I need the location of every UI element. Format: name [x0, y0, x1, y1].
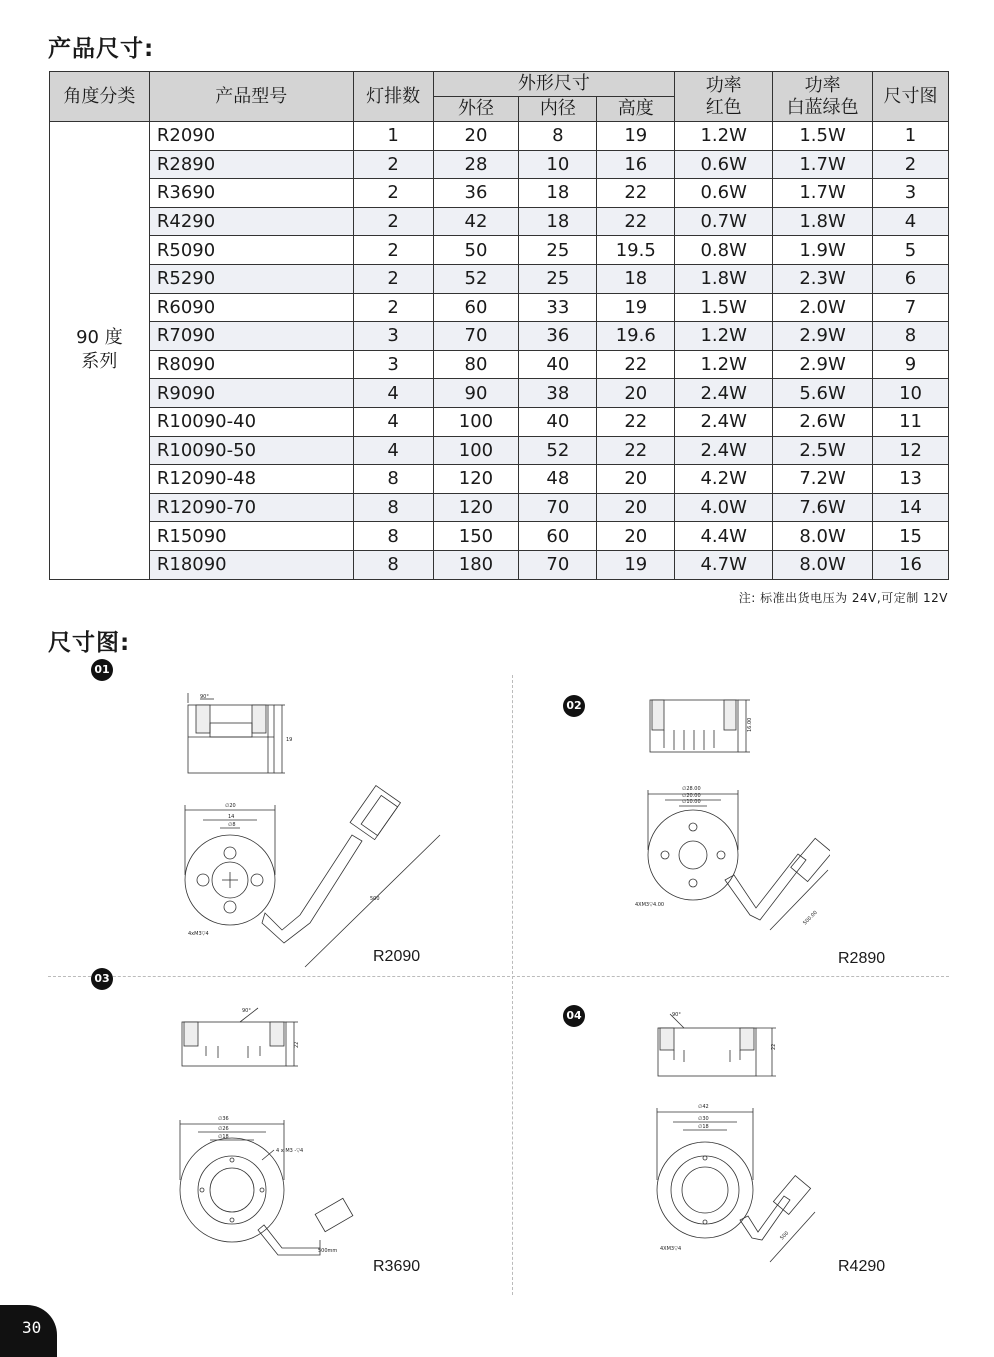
r4290-pcd-label: ∅30 [698, 1116, 709, 1122]
vertical-divider [512, 675, 513, 1295]
cell-od: 150 [433, 522, 519, 551]
r4290-cable-label: 500 [779, 1230, 791, 1242]
cell-model: R10090-50 [149, 436, 353, 465]
cell-power-wbg: 7.6W [773, 493, 873, 522]
cell-power-red: 1.2W [675, 322, 773, 351]
table-row [50, 407, 949, 436]
cell-od: 70 [433, 322, 519, 351]
cell-height: 19 [597, 550, 675, 579]
drawing-badge-01: 01 [91, 659, 113, 681]
cell-id: 38 [519, 379, 597, 408]
r3690-od-label: ∅36 [218, 1116, 229, 1122]
cell-model: R7090 [149, 322, 353, 351]
r2090-thread-label: 4xM3▽4 [188, 931, 209, 937]
r3690-cable-label: 500mm [318, 1248, 338, 1254]
cell-id: 8 [519, 122, 597, 151]
cell-rows: 3 [353, 322, 433, 351]
cell-id: 33 [519, 293, 597, 322]
cell-power-wbg: 5.6W [773, 379, 873, 408]
cell-rows: 2 [353, 150, 433, 179]
cell-power-red: 0.7W [675, 207, 773, 236]
cell-model: R2890 [149, 150, 353, 179]
cell-height: 19 [597, 122, 675, 151]
cell-od: 60 [433, 293, 519, 322]
header-power-red: 功率 红色 [675, 72, 773, 122]
cell-drawing: 7 [873, 293, 949, 322]
drawing-model-r4290: R4290 [838, 1258, 886, 1275]
drawing-r2090 [170, 685, 460, 970]
cell-id: 10 [519, 150, 597, 179]
cell-id: 40 [519, 350, 597, 379]
cell-power-wbg: 2.3W [773, 264, 873, 293]
table-row [50, 322, 949, 351]
cell-rows: 2 [353, 179, 433, 208]
drawing-model-r2890: R2890 [838, 950, 886, 967]
cell-rows: 4 [353, 407, 433, 436]
cell-power-red: 2.4W [675, 407, 773, 436]
cell-rows: 8 [353, 493, 433, 522]
r2090-angle-label: 90° [200, 694, 209, 700]
cell-power-red: 4.7W [675, 550, 773, 579]
cell-power-wbg: 8.0W [773, 550, 873, 579]
cell-od: 120 [433, 493, 519, 522]
r2890-thread-label: 4XM3▽4.00 [635, 902, 665, 908]
cell-height: 22 [597, 436, 675, 465]
dimension-drawings-title: 尺寸图: [48, 630, 131, 656]
spec-table [49, 71, 949, 580]
r3690-pcd-label: ∅26 [218, 1126, 229, 1132]
r2890-cable-label: 500.00 [802, 909, 819, 927]
r2090-height-label: 19 [286, 737, 293, 743]
table-row [50, 493, 949, 522]
cell-power-wbg: 8.0W [773, 522, 873, 551]
cell-rows: 2 [353, 264, 433, 293]
cell-drawing: 13 [873, 465, 949, 494]
r3690-id-label: ∅18 [218, 1134, 229, 1140]
cell-rows: 4 [353, 436, 433, 465]
table-row [50, 350, 949, 379]
cell-od: 90 [433, 379, 519, 408]
cell-height: 16 [597, 150, 675, 179]
cell-power-red: 0.6W [675, 150, 773, 179]
r3690-height-label: 22 [294, 1041, 300, 1048]
cell-power-wbg: 7.2W [773, 465, 873, 494]
cell-power-red: 2.4W [675, 436, 773, 465]
cell-od: 100 [433, 436, 519, 465]
cell-model: R12090-70 [149, 493, 353, 522]
cell-power-red: 4.0W [675, 493, 773, 522]
cell-power-red: 2.4W [675, 379, 773, 408]
cell-od: 180 [433, 550, 519, 579]
table-row [50, 550, 949, 579]
cell-drawing: 16 [873, 550, 949, 579]
cell-power-red: 0.6W [675, 179, 773, 208]
cell-power-red: 1.2W [675, 122, 773, 151]
drawing-badge-02: 02 [563, 695, 585, 717]
cell-model: R4290 [149, 207, 353, 236]
cell-power-wbg: 1.9W [773, 236, 873, 265]
cell-rows: 2 [353, 293, 433, 322]
table-row [50, 436, 949, 465]
drawing-r2890 [630, 690, 830, 940]
cell-id: 48 [519, 465, 597, 494]
header-rows: 灯排数 [353, 72, 433, 122]
cell-od: 80 [433, 350, 519, 379]
header-height: 高度 [597, 97, 675, 122]
product-dimensions-title: 产品尺寸: [48, 36, 155, 62]
cell-power-red: 4.4W [675, 522, 773, 551]
cell-power-red: 1.2W [675, 350, 773, 379]
r4290-angle-label: 90° [672, 1012, 681, 1018]
cell-od: 20 [433, 122, 519, 151]
cell-id: 70 [519, 550, 597, 579]
cell-rows: 1 [353, 122, 433, 151]
table-row [50, 122, 949, 151]
r2890-od-label: ∅28.00 [682, 786, 701, 792]
table-row [50, 465, 949, 494]
category-cell: 90 度 系列 [50, 122, 150, 580]
table-row [50, 522, 949, 551]
cell-model: R9090 [149, 379, 353, 408]
cell-height: 22 [597, 350, 675, 379]
header-id: 内径 [519, 97, 597, 122]
cell-height: 19.6 [597, 322, 675, 351]
r2890-id-label: ∅10.00 [682, 799, 701, 805]
cell-od: 42 [433, 207, 519, 236]
cell-model: R15090 [149, 522, 353, 551]
cell-power-red: 0.8W [675, 236, 773, 265]
header-model: 产品型号 [149, 72, 353, 122]
header-od: 外径 [433, 97, 519, 122]
table-row [50, 293, 949, 322]
cell-id: 40 [519, 407, 597, 436]
cell-od: 36 [433, 179, 519, 208]
cell-model: R10090-40 [149, 407, 353, 436]
cell-model: R12090-48 [149, 465, 353, 494]
r2090-pcd-label: 14 [228, 814, 235, 820]
cell-height: 22 [597, 207, 675, 236]
cell-rows: 8 [353, 550, 433, 579]
cell-rows: 2 [353, 236, 433, 265]
r2090-id-label: ∅8 [228, 822, 236, 828]
cell-id: 25 [519, 236, 597, 265]
cell-drawing: 2 [873, 150, 949, 179]
cell-rows: 8 [353, 465, 433, 494]
header-category: 角度分类 [50, 72, 150, 122]
cell-drawing: 10 [873, 379, 949, 408]
drawing-r3690 [170, 1000, 370, 1265]
cell-drawing: 11 [873, 407, 949, 436]
drawing-r4290 [640, 1000, 820, 1265]
page-number: 30 [22, 1318, 42, 1337]
cell-drawing: 12 [873, 436, 949, 465]
r2090-od-label: ∅20 [225, 803, 236, 809]
cell-drawing: 3 [873, 179, 949, 208]
cell-id: 60 [519, 522, 597, 551]
cell-od: 100 [433, 407, 519, 436]
r4290-height-label: 22 [771, 1043, 777, 1050]
cell-power-wbg: 2.9W [773, 322, 873, 351]
cell-drawing: 15 [873, 522, 949, 551]
cell-model: R5090 [149, 236, 353, 265]
drawing-badge-03: 03 [91, 968, 113, 990]
cell-power-red: 1.5W [675, 293, 773, 322]
header-drawing: 尺寸图 [873, 72, 949, 122]
drawing-model-r3690: R3690 [373, 1258, 421, 1275]
cell-power-wbg: 2.6W [773, 407, 873, 436]
header-outer-dims: 外形尺寸 [433, 72, 675, 97]
cell-height: 19 [597, 293, 675, 322]
cell-power-wbg: 2.9W [773, 350, 873, 379]
cell-od: 50 [433, 236, 519, 265]
cell-drawing: 6 [873, 264, 949, 293]
cell-height: 20 [597, 379, 675, 408]
table-row [50, 150, 949, 179]
spec-table-body [50, 122, 949, 580]
cell-height: 18 [597, 264, 675, 293]
r4290-thread-label: 4XM3▽4 [660, 1246, 682, 1252]
r4290-od-label: ∅42 [698, 1104, 709, 1110]
table-row [50, 264, 949, 293]
cell-drawing: 8 [873, 322, 949, 351]
header-power-wbg: 功率 白蓝绿色 [773, 72, 873, 122]
cell-drawing: 14 [873, 493, 949, 522]
cell-power-red: 1.8W [675, 264, 773, 293]
cell-id: 36 [519, 322, 597, 351]
cell-power-wbg: 2.0W [773, 293, 873, 322]
cell-model: R8090 [149, 350, 353, 379]
cell-model: R3690 [149, 179, 353, 208]
cell-model: R5290 [149, 264, 353, 293]
r2090-cable-label: 500 [370, 896, 380, 902]
cell-power-red: 4.2W [675, 465, 773, 494]
table-row [50, 207, 949, 236]
r4290-id-label: ∅18 [698, 1124, 709, 1130]
cell-id: 18 [519, 179, 597, 208]
cell-height: 22 [597, 407, 675, 436]
cell-od: 28 [433, 150, 519, 179]
r3690-thread-label: 4 x M3 -▽4 [276, 1148, 304, 1154]
cell-model: R18090 [149, 550, 353, 579]
cell-drawing: 9 [873, 350, 949, 379]
cell-rows: 3 [353, 350, 433, 379]
cell-id: 18 [519, 207, 597, 236]
voltage-note: 注: 标准出货电压为 24V,可定制 12V [738, 591, 948, 605]
cell-rows: 2 [353, 207, 433, 236]
r2890-pcd-label: ∅20.00 [682, 793, 701, 799]
cell-height: 22 [597, 179, 675, 208]
cell-power-wbg: 1.7W [773, 179, 873, 208]
cell-height: 20 [597, 522, 675, 551]
cell-model: R2090 [149, 122, 353, 151]
drawing-badge-04: 04 [563, 1005, 585, 1027]
cell-power-wbg: 1.5W [773, 122, 873, 151]
cell-od: 120 [433, 465, 519, 494]
drawing-model-r2090: R2090 [373, 948, 421, 965]
cell-rows: 8 [353, 522, 433, 551]
cell-height: 20 [597, 465, 675, 494]
cell-drawing: 5 [873, 236, 949, 265]
r2890-height-label: 16.00 [747, 717, 753, 732]
cell-power-wbg: 1.7W [773, 150, 873, 179]
cell-drawing: 1 [873, 122, 949, 151]
cell-rows: 4 [353, 379, 433, 408]
cell-od: 52 [433, 264, 519, 293]
cell-id: 52 [519, 436, 597, 465]
cell-id: 70 [519, 493, 597, 522]
cell-power-wbg: 1.8W [773, 207, 873, 236]
cell-id: 25 [519, 264, 597, 293]
table-row [50, 236, 949, 265]
cell-height: 20 [597, 493, 675, 522]
cell-model: R6090 [149, 293, 353, 322]
cell-drawing: 4 [873, 207, 949, 236]
cell-height: 19.5 [597, 236, 675, 265]
horizontal-divider [48, 976, 949, 977]
cell-power-wbg: 2.5W [773, 436, 873, 465]
table-row [50, 379, 949, 408]
r3690-angle-label: 90° [242, 1008, 251, 1014]
table-row [50, 179, 949, 208]
